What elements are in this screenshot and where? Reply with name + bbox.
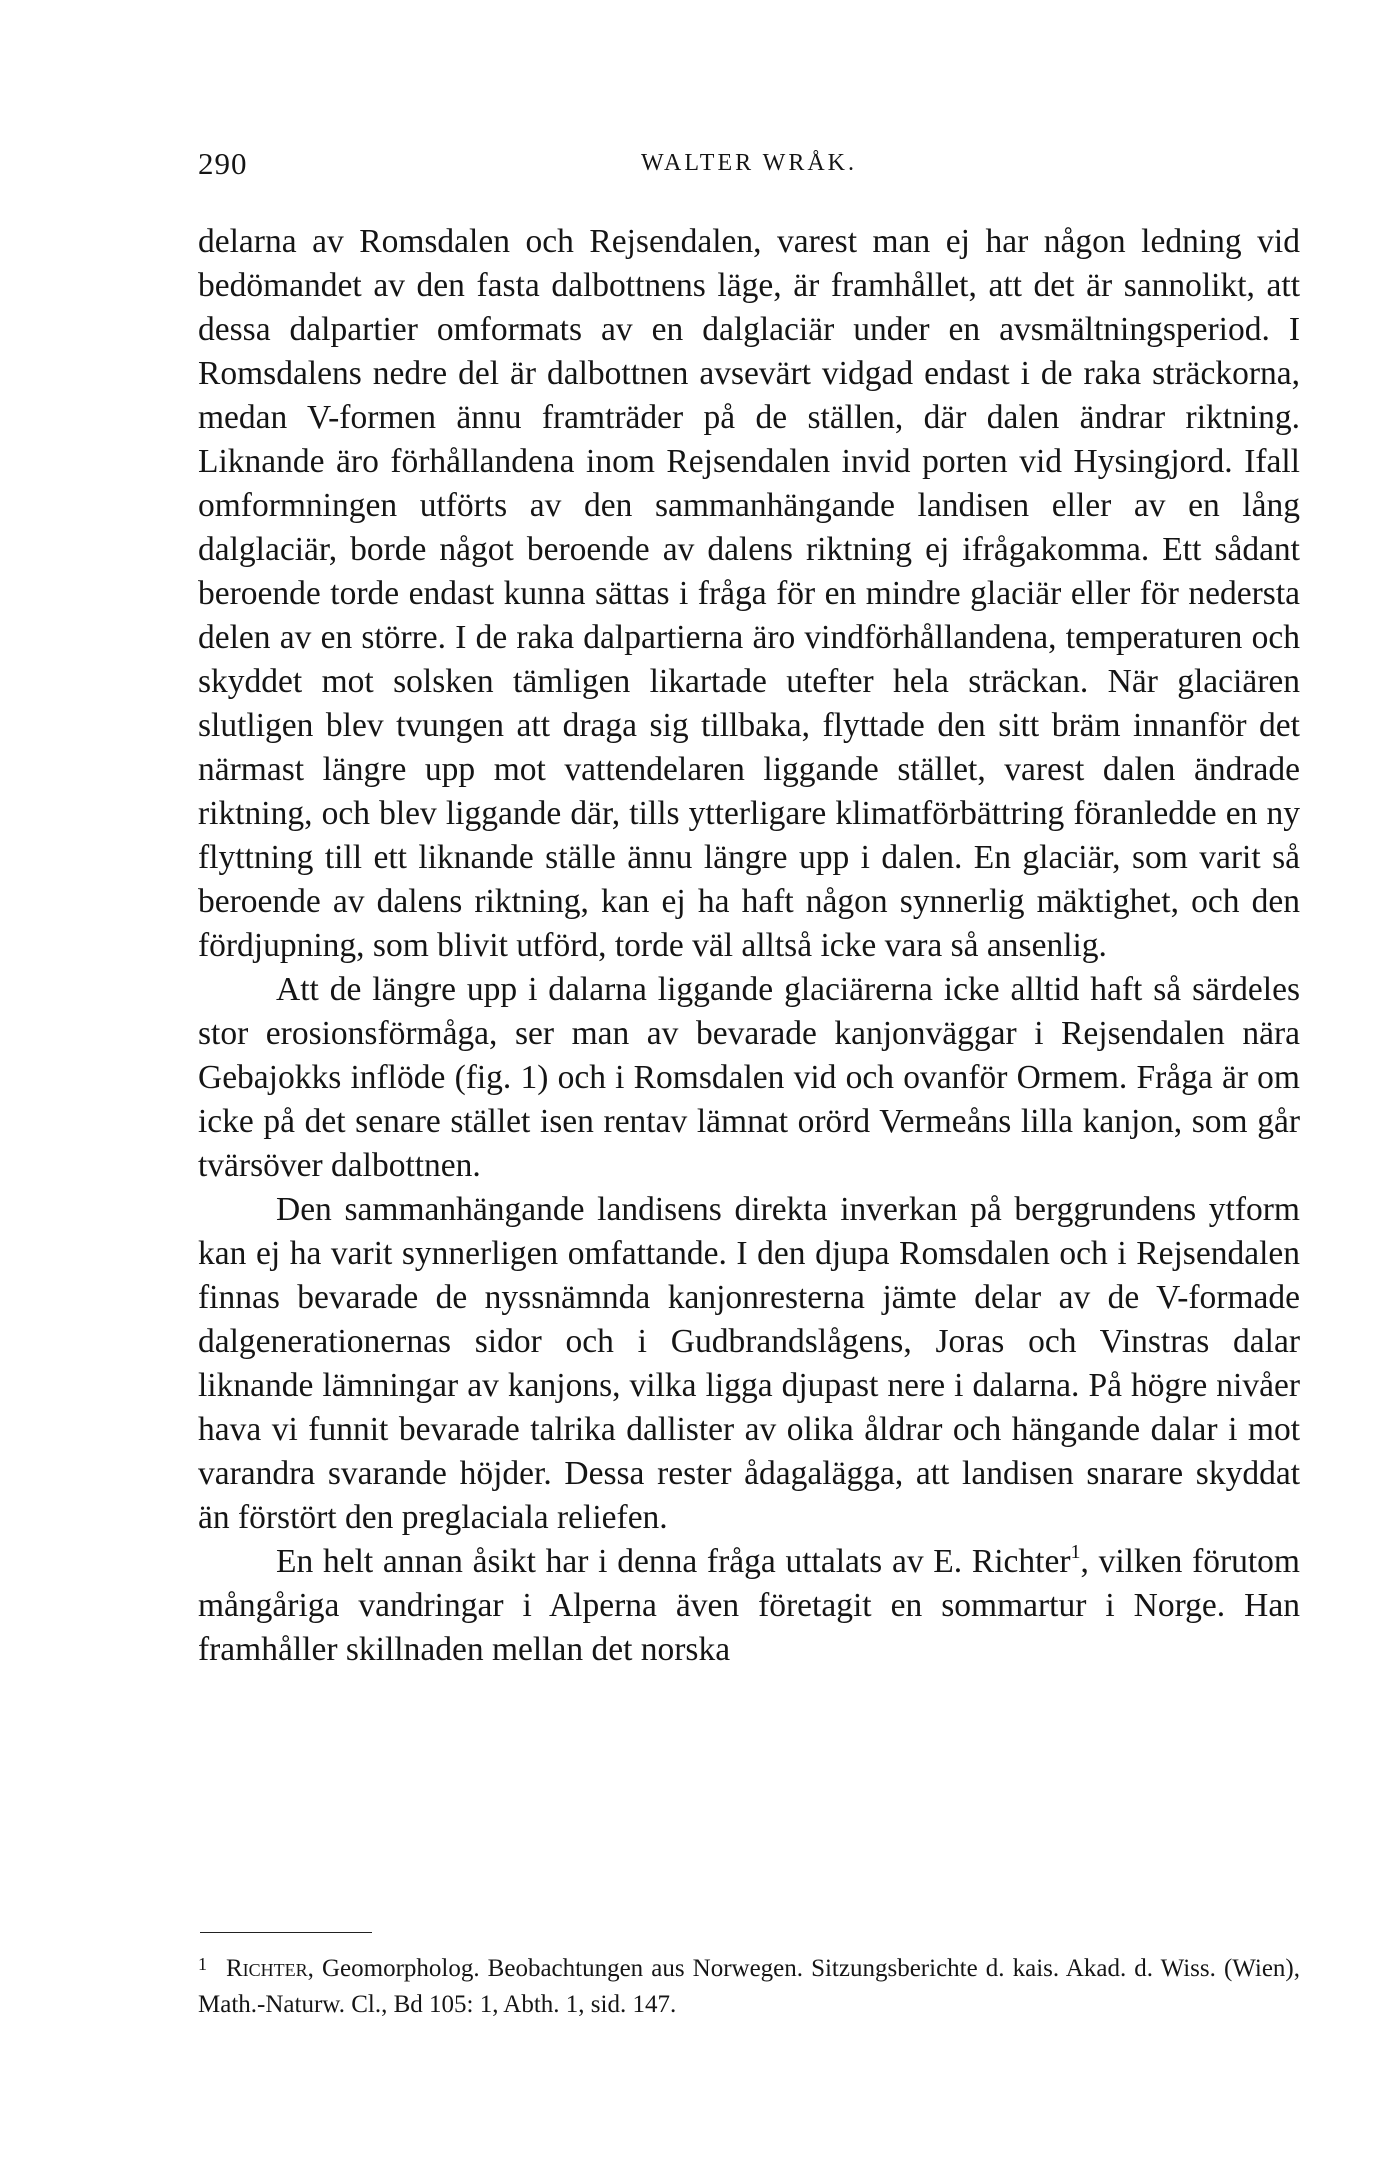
footnote-citation: , Geomorpholog. Beobachtungen aus Norwegen. Sitzungsberichte d. kais. Akad. d. Wiss. (Wien), Math.-Naturw. Cl., Bd 105: 1, Abth. 1, sid. 147.: [198, 1955, 1300, 2018]
footnote-author: Richter: [226, 1955, 308, 1982]
running-head: WALTER WRÅK.: [641, 150, 857, 176]
body-text: [198, 220, 1300, 1672]
paragraph-landice: Den sammanhängande landisens direkta inverkan på berggrundens ytform kan ej ha varit synnerligen omfattande. I den djupa Romsdalen och i Rejsendalen finnas bevarade de nyssnämnda kanjonresterna jämte delar av de V-formade dalgenerationernas sidor och i Gudbrandslågens, Joras och Vinstras dalar liknande lämningar av kanjons, vilka ligga djupast nere i dalarna. På högre nivåer hava vi funnit bevarade talrika dallister av olika åldrar och hängande dalar i mot varandra svarande höjder. Dessa rester ådagalägga, att landisen snarare skyddat än förstört den preglaciala reliefen.: [198, 1191, 1300, 1536]
footnote-divider: [200, 1932, 372, 1933]
footnote-marker: 1: [198, 1954, 207, 1974]
paragraph-glaciers: Att de längre upp i dalarna liggande glaciärerna icke alltid haft så särdeles stor erosionsförmåga, ser man av bevarade kanjonväggar i Rejsendalen nära Gebajokks inflöde (fig. 1) och i Romsdalen vid och ovanför Ormem. Fråga är om icke på det senare stället isen rentav lämnat orörd Vermeåns lilla kanjon, som går tvärsöver dalbottnen.: [198, 971, 1300, 1184]
richter-text-end: , vilken förutom mångåriga vandringar i Alperna även företagit en sommartur i Norge. Han framhåller skillnaden mellan det norska: [198, 1543, 1300, 1668]
footnote: [198, 1946, 1300, 2023]
paragraph-richter: [198, 1540, 1300, 1672]
footnote-reference[interactable]: 1: [1070, 1541, 1081, 1563]
page-number: 290: [198, 146, 248, 181]
paragraph-continued: delarna av Romsdalen och Rejsendalen, varest man ej har någon ledning vid bedömandet av den fasta dalbottnens läge, är framhållet, att det är sannolikt, att dessa dalpartier omformats av en dalglaciär under en avsmältningsperiod. I Romsdalens nedre del är dalbottnen avsevärt vidgad endast i de raka sträckorna, medan V-formen ännu framträder på de ställen, där dalen ändrar riktning. Liknande äro förhållandena inom Rejsendalen invid porten vid Hysingjord. Ifall omformningen utförts av den sammanhängande landisen eller av en lång dalglaciär, borde något beroende av dalens riktning ej ifrågakomma. Ett sådant beroende torde endast kunna sättas i fråga för en mindre glaciär eller för nedersta delen av en större. I de raka dalpartierna äro vindförhållandena, temperaturen och skyddet mot solsken tämligen likartade utefter hela sträckan. När glaciären slutligen blev tvungen att draga sig tillbaka, flyttade den sitt bräm innanför det närmast längre upp mot vattendelaren liggande stället, varest dalen ändrade riktning, och blev liggande där, tills ytterligare klimatförbättring föranledde en ny flyttning till ett liknande ställe ännu längre upp i dalen. En glaciär, som varit så beroende av dalens riktning, kan ej ha haft någon synnerlig mäktighet, och den fördjupning, som blivit utförd, torde väl alltså icke vara så ansenlig.: [198, 223, 1300, 964]
richter-text-start: En helt annan åsikt har i denna fråga uttalats av E. Richter: [276, 1543, 1071, 1580]
page-header: [198, 146, 1300, 186]
